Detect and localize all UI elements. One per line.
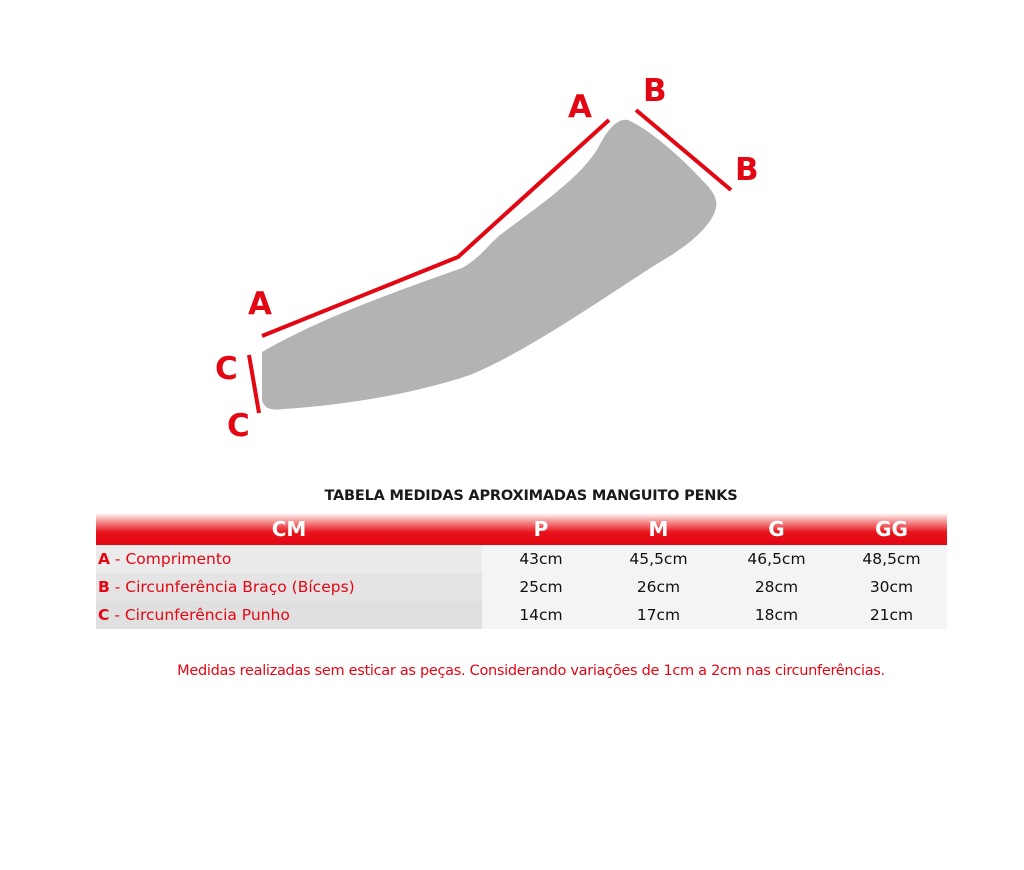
header-p: P: [482, 513, 600, 545]
row-label-text: - Comprimento: [110, 550, 232, 568]
size-table: [96, 513, 947, 629]
cell-value: 21cm: [836, 601, 947, 629]
row-letter: A: [98, 550, 110, 568]
cell-value: 28cm: [717, 573, 836, 601]
label-c-top: C: [215, 351, 238, 387]
header-g: G: [717, 513, 836, 545]
row-letter: C: [98, 606, 110, 624]
label-b-right: B: [735, 152, 759, 188]
table-row: [96, 601, 947, 629]
cell-value: 48,5cm: [836, 545, 947, 573]
cell-value: 17cm: [600, 601, 717, 629]
row-label-biceps: [96, 573, 482, 601]
row-label-text: - Circunferência Punho: [109, 606, 290, 624]
label-a-bottom: A: [248, 286, 272, 322]
label-b-top: B: [643, 73, 667, 109]
measure-line-c: [249, 355, 259, 413]
cell-value: 43cm: [482, 545, 600, 573]
footnote: Medidas realizadas sem esticar as peças. Considerando variações de 1cm a 2cm nas circunferências.: [177, 663, 885, 679]
cell-value: 14cm: [482, 601, 600, 629]
row-letter: B: [98, 578, 110, 596]
cell-value: 25cm: [482, 573, 600, 601]
row-label-punho: [96, 601, 482, 629]
cell-value: 30cm: [836, 573, 947, 601]
cell-value: 45,5cm: [600, 545, 717, 573]
header-m: M: [600, 513, 717, 545]
cell-value: 26cm: [600, 573, 717, 601]
table-title: TABELA MEDIDAS APROXIMADAS MANGUITO PENKS: [324, 488, 738, 504]
label-c-bottom: C: [227, 408, 250, 444]
cell-value: 46,5cm: [717, 545, 836, 573]
arm-sleeve-shape: [262, 120, 716, 410]
table-row: [96, 573, 947, 601]
table-header-row: [96, 513, 947, 545]
cell-value: 18cm: [717, 601, 836, 629]
header-cm: CM: [96, 513, 482, 545]
row-label-comprimento: [96, 545, 482, 573]
row-label-text: - Circunferência Braço (Bíceps): [109, 578, 355, 596]
label-a-top: A: [568, 89, 592, 125]
header-gg: GG: [836, 513, 947, 545]
table-row: [96, 545, 947, 573]
